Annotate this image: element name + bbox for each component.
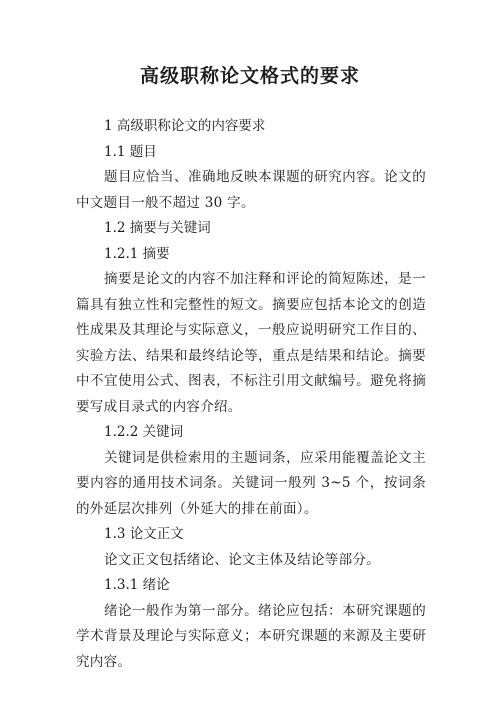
- document-title: 高级职称论文格式的要求: [139, 65, 360, 87]
- heading-1-2-2-keywords: 1.2.2 关键词: [104, 424, 184, 440]
- heading-1: 1 高级职称论文的内容要求: [104, 118, 266, 134]
- heading-1-1-title: 1.1 题目: [104, 143, 157, 160]
- paragraph-main-text: 论文正文包括绪论、论文主体及结论等部分。: [104, 551, 380, 568]
- heading-1-2-abstract-keywords: 1.2 摘要与关键词: [104, 220, 211, 236]
- heading-1-2-1-abstract: 1.2.1 摘要: [104, 245, 170, 262]
- paragraph-title-rule: 题目应恰当、准确地反映本课题的研究内容。论文的中文题目一般不超过 30 字。: [76, 169, 426, 211]
- paragraph-abstract: 摘要是论文的内容不加注释和评论的简短陈述，是一篇具有独立性和完整性的短文。摘要应包括本论文的创造性成果及其理论与实际意义，一般应说明研究工作目的、实验方法、结果和最终结论等，重点是结果和结论。摘要中不宜使用公式、图表，不标注引用文献编号。避免将摘要写成目录式的内容介绍。: [76, 271, 426, 415]
- paragraph-introduction: 绪论一般作为第一部分。绪论应包括：本研究课题的学术背景及理论与实际意义；本研究课题的来源及主要研究内容。: [76, 602, 426, 670]
- paragraph-keywords: 关键词是供检索用的主题词条，应采用能覆盖论文主要内容的通用技术词条。关键词一般列 3~5 个，按词条的外延层次排列（外延大的排在前面）。: [76, 449, 426, 517]
- document-body: [76, 114, 426, 675]
- heading-1-3-main-text: 1.3 论文正文: [104, 526, 184, 542]
- heading-1-3-1-introduction: 1.3.1 绪论: [104, 577, 170, 593]
